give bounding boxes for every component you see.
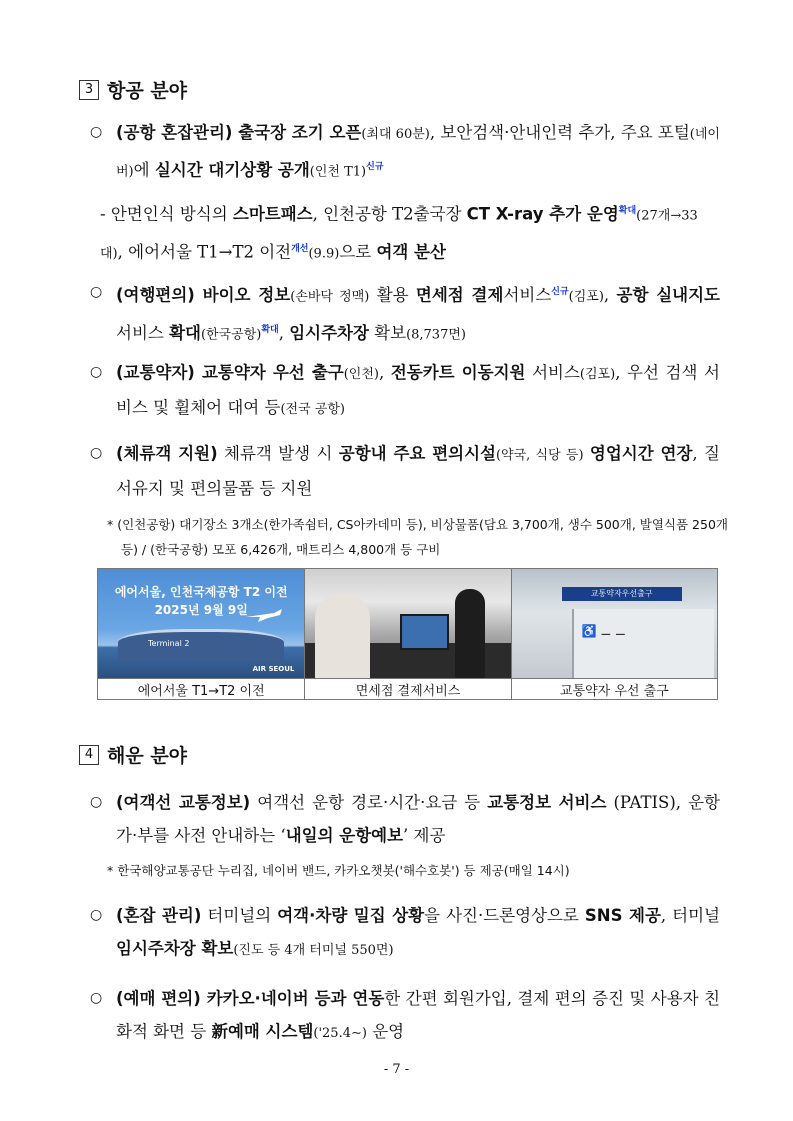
accessibility-icons: ♿ ⚊ ⚊ bbox=[581, 624, 626, 638]
body-text: , bbox=[278, 323, 290, 342]
bold-text: (교통약자) 교통약자 우선 출구 bbox=[116, 363, 344, 382]
body-text: 확보 bbox=[368, 323, 407, 342]
bold-text: (예매 편의) 카카오·네이버 등과 연동 bbox=[116, 989, 385, 1008]
photo-caption: 에어서울 T1→T2 이전 bbox=[98, 679, 305, 700]
body-text: , 보안검색·안내인력 추가, 주요 포털 bbox=[429, 123, 690, 142]
bold-text: (혼잡 관리) bbox=[116, 906, 202, 925]
bold-text: 여객 분산 bbox=[376, 242, 446, 261]
section-heading-maritime bbox=[79, 741, 187, 768]
bullet-icon: ○ bbox=[90, 124, 103, 140]
paren-text: (손바닥 정맥) bbox=[290, 289, 370, 305]
bold-text: (체류객 지원) bbox=[116, 444, 218, 463]
item-mobility-support bbox=[90, 356, 720, 426]
footnote-supplies: * (인천공항) 대기장소 3개소(한가족쉼터, CS아카데미 등), 비상물품(담요 3,700개, 생수 500개, 발열식품 250개 등) / (한국공항) 모포 6,426개, 매트리스 4,800개 등 구비 bbox=[107, 517, 728, 557]
section-title: 항공 분야 bbox=[107, 80, 188, 102]
banner-line1: 에어서울, 인천국제공항 T2 이전 bbox=[114, 585, 288, 599]
payment-screen bbox=[400, 614, 449, 650]
page-number: - 7 - bbox=[383, 1062, 410, 1077]
bold-text: 공항내 주요 편의시설 bbox=[338, 444, 496, 463]
body-text: (PATIS), 운항 가·부를 사전 안내하는 ‘ bbox=[116, 793, 720, 845]
paren-text: (인천 T1) bbox=[309, 164, 367, 180]
bold-text: (공항 혼잡관리) 출국장 조기 오픈 bbox=[116, 123, 362, 142]
bold-text: 교통정보 서비스 bbox=[487, 793, 607, 812]
body-text: 으로 bbox=[339, 242, 377, 261]
body-text: , 터미널 bbox=[660, 906, 720, 925]
bold-text: 전동카트 이동지원 bbox=[390, 363, 526, 382]
photo-table bbox=[97, 568, 718, 700]
photo-caption: 면세점 결제서비스 bbox=[305, 679, 511, 700]
item-stranded-passenger bbox=[90, 437, 720, 505]
terminal-sign: Terminal 2 bbox=[148, 639, 190, 648]
paren-text: (약국, 식당 등) bbox=[495, 448, 584, 463]
paren-text: (김포) bbox=[568, 289, 604, 305]
paren-text: (인천) bbox=[343, 367, 379, 382]
paren-text: (9.9) bbox=[308, 246, 340, 261]
bold-text: 영업시간 연장 bbox=[589, 444, 693, 463]
bold-text: 실시간 대기상황 공개 bbox=[154, 160, 310, 180]
body-text: , bbox=[603, 285, 617, 305]
bold-text: CT X-ray 추가 운영 bbox=[466, 204, 619, 224]
bold-text: 임시주차장 bbox=[289, 323, 369, 342]
wall-panel bbox=[572, 609, 714, 678]
bold-text: 공항 실내지도 bbox=[616, 285, 720, 305]
section-title: 해운 분야 bbox=[107, 745, 188, 767]
body-text: - 안면인식 방식의 bbox=[100, 204, 233, 224]
paren-text: (8,737면) bbox=[406, 327, 466, 342]
body-text: 활용 bbox=[369, 285, 416, 305]
exit-sign: 교통약자우선출구 bbox=[590, 589, 653, 598]
customer-figure bbox=[315, 594, 370, 678]
bold-text: 확대 bbox=[169, 323, 201, 342]
bold-text: (여객선 교통정보) bbox=[116, 793, 251, 812]
paren-text: ('25.4∼) bbox=[313, 1026, 367, 1041]
body-text: 운영 bbox=[366, 1022, 405, 1041]
item-ferry-info bbox=[90, 786, 720, 852]
body-text: 터미널의 bbox=[201, 906, 278, 925]
priority-exit-image bbox=[512, 569, 717, 678]
bold-text: 新예매 시스템 bbox=[211, 1022, 314, 1041]
body-text: 을 사진·드론영상으로 bbox=[424, 906, 585, 925]
paren-text: (네이버) bbox=[116, 127, 720, 180]
body-text: , bbox=[378, 363, 391, 382]
body-text: 서비스 bbox=[503, 285, 552, 305]
paren-text: (진도 등 4개 터미널 550면) bbox=[233, 943, 394, 958]
body-text: 한 간편 회원가입, 결제 편의 증진 및 사용자 친화적 화면 등 bbox=[116, 989, 720, 1041]
bold-text: 스마트패스 bbox=[232, 204, 313, 224]
photo-caption: 교통약자 우선 출구 bbox=[511, 679, 717, 700]
paren-text: (27개→33대) bbox=[100, 208, 698, 261]
sub-item-passenger-distribution bbox=[100, 195, 720, 270]
expand-badge: 확대 bbox=[618, 206, 637, 216]
photo-cell bbox=[305, 569, 511, 679]
item-travel-convenience bbox=[90, 276, 720, 351]
expand-badge: 확대 bbox=[261, 324, 279, 335]
photo-cell bbox=[98, 569, 305, 679]
airplane-icon bbox=[244, 607, 284, 623]
bullet-icon: ○ bbox=[90, 907, 103, 923]
body-text: , 에어서울 T1→T2 이전 bbox=[117, 242, 292, 261]
section-heading-aviation bbox=[79, 76, 187, 103]
staff-figure bbox=[455, 589, 485, 678]
body-text: 체류객 발생 시 bbox=[217, 444, 339, 463]
paren-text: (전국 공항) bbox=[280, 402, 345, 417]
bold-text: 여객·차량 밀집 상황 bbox=[277, 906, 425, 925]
bold-text: (여행편의) 바이오 정보 bbox=[116, 285, 291, 305]
terminal-building bbox=[118, 629, 284, 662]
body-text: ’ 제공 bbox=[403, 826, 446, 845]
banner-line2: 2025년 9월 9일 bbox=[154, 603, 248, 617]
item-congestion-management bbox=[90, 899, 720, 967]
airline-logo: AIR SEOUL bbox=[252, 665, 295, 673]
new-badge: 신규 bbox=[366, 162, 384, 172]
air-seoul-banner-image bbox=[98, 569, 304, 678]
new-badge: 신규 bbox=[551, 287, 569, 297]
item-booking-convenience bbox=[90, 982, 720, 1050]
section-number-box: 4 bbox=[79, 745, 99, 765]
body-text: , 질서유지 및 편의물품 등 지원 bbox=[116, 444, 720, 498]
bullet-icon: ○ bbox=[90, 284, 103, 300]
bold-text: 임시주차장 확보 bbox=[116, 939, 234, 958]
bold-text: 내일의 운항예보 bbox=[285, 826, 404, 845]
photo-cell bbox=[511, 569, 717, 679]
item-airport-congestion bbox=[90, 116, 720, 189]
paren-text: (김포) bbox=[579, 367, 616, 382]
bold-text: 면세점 결제 bbox=[415, 285, 504, 305]
paren-text: (한국공항) bbox=[200, 327, 262, 342]
body-text: , 인천공항 T2출국장 bbox=[312, 204, 467, 224]
bullet-icon: ○ bbox=[90, 364, 103, 380]
body-text: 여객선 운항 경로·시간·요금 등 bbox=[250, 793, 488, 812]
footnote-channels: * 한국해양교통공단 누리집, 네이버 밴드, 카카오챗봇('해수호봇') 등 제공(매일 14시) bbox=[107, 863, 570, 878]
bullet-icon: ○ bbox=[90, 990, 103, 1006]
bullet-icon: ○ bbox=[90, 445, 103, 461]
body-text: 서비스 bbox=[525, 363, 580, 382]
paren-text: (최대 60분) bbox=[361, 127, 430, 142]
duty-free-payment-image bbox=[305, 569, 510, 678]
body-text: , 우선 검색 서비스 및 휠체어 대여 등 bbox=[116, 363, 720, 417]
body-text: 에 bbox=[133, 160, 155, 180]
section-number-box: 3 bbox=[79, 80, 99, 100]
bold-text: SNS 제공 bbox=[584, 906, 661, 925]
body-text: 서비스 bbox=[116, 323, 170, 342]
improve-badge: 개선 bbox=[291, 243, 309, 254]
bullet-icon: ○ bbox=[90, 794, 103, 810]
